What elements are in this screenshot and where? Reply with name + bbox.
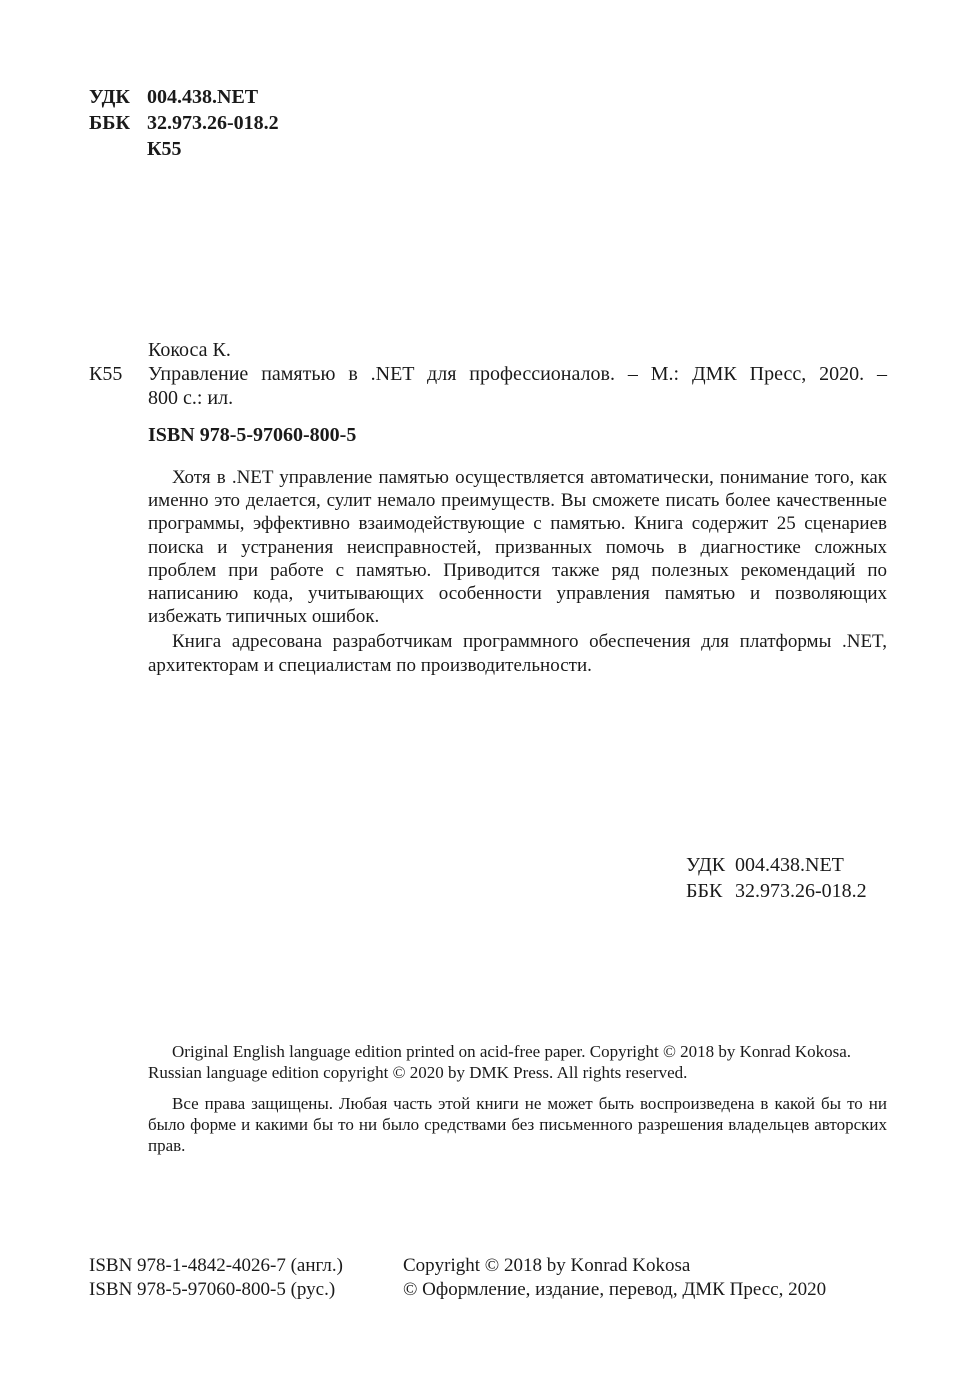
- copyright-line-1: Original English language edition printed on acid-free paper. Copyright © 2018 by Konrad Kokosa.: [172, 1042, 852, 1061]
- udk-label-bottom: УДК: [686, 854, 726, 876]
- copyright-english: Copyright © 2018 by Konrad Kokosa: [403, 1255, 691, 1276]
- isbn-russian: ISBN 978-5-97060-800-5 (рус.): [89, 1279, 336, 1300]
- udk-row: [89, 84, 279, 110]
- isbn-english: ISBN 978-1-4842-4026-7 (англ.): [89, 1255, 343, 1276]
- author-mark: К55: [147, 138, 182, 160]
- udk-row-bottom: [686, 852, 867, 878]
- bbk-value-bottom: 32.973.26-018.2: [735, 880, 867, 902]
- rights-reserved: [148, 1093, 887, 1156]
- bbk-value: 32.973.26-018.2: [147, 112, 279, 134]
- annotation: [148, 466, 887, 677]
- author-mark-row: [89, 136, 279, 162]
- copyright-russian: © Оформление, издание, перевод, ДМК Пресс, 2020: [403, 1279, 827, 1300]
- author-name: Кокоса К.: [148, 339, 231, 361]
- annotation-paragraph-1: Хотя в .NET управление памятью осуществляется автоматически, понимание того, как именно это делается, сулит немало преимуществ. Вы сможете писать более качественные программы, эффективно взаимодействующие с памятью. Книга содержит 25 сценариев поиска и устранения неисправностей, призванных помочь в диагностике сложных проблем при работе с памятью. Приводится также ряд полезных рекомендаций по написанию кода, учитывающих особенности управления памятью и позволяющих избежать типичных ошибок.: [148, 467, 887, 628]
- udk-label: УДК: [89, 86, 130, 108]
- udk-value: 004.438.NET: [147, 86, 259, 108]
- bbk-label: ББК: [89, 112, 130, 134]
- copyright-notes-english: [148, 1041, 887, 1083]
- bbk-row: [89, 110, 279, 136]
- copyright-line-2: Russian language edition copyright © 2020 by DMK Press. All rights reserved.: [148, 1063, 688, 1082]
- title-row: [89, 362, 887, 386]
- annotation-paragraph-2: Книга адресована разработчикам программного обеспечения для платформы .NET, архитекторам и специалистам по производительности.: [148, 631, 887, 676]
- rights-paragraph: Все права защищены. Любая часть этой книги не может быть воспроизведена в какой бы то ни было форме и какими бы то ни было средствами без письменного разрешения владельцев авторских прав.: [148, 1094, 887, 1155]
- classification-block-bottom: [686, 852, 867, 904]
- footer-copyright-block: [403, 1254, 826, 1302]
- bbk-label-bottom: ББК: [686, 880, 723, 902]
- footer-isbn-block: [89, 1254, 343, 1302]
- isbn-main: ISBN 978-5-97060-800-5: [148, 424, 357, 446]
- udk-value-bottom: 004.438.NET: [735, 854, 844, 876]
- bbk-row-bottom: [686, 878, 867, 904]
- author-code: К55: [89, 363, 123, 385]
- book-title-line: Управление памятью в .NET для профессионалов. – М.: ДМК Пресс, 2020. –: [148, 363, 887, 385]
- bibliographic-record: [89, 338, 887, 447]
- pages-line: 800 с.: ил.: [148, 387, 234, 409]
- classification-block-top: [89, 84, 279, 162]
